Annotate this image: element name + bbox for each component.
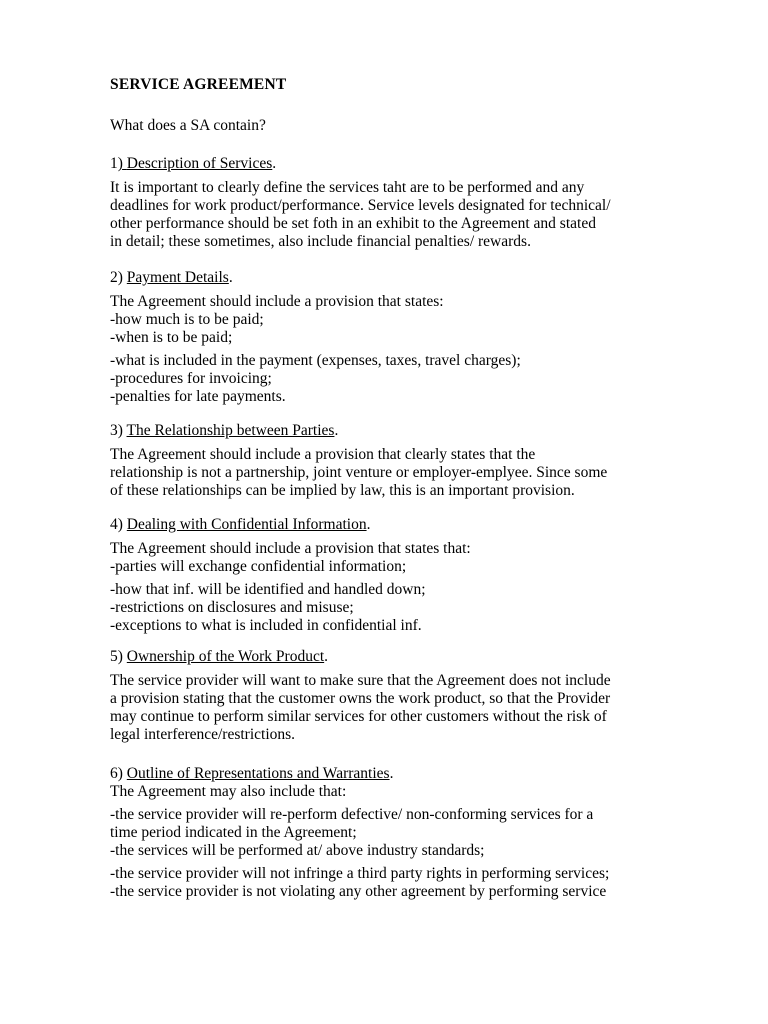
section-title: Outline of Representations and Warranties [126,765,390,782]
body-line: -procedures for invoicing; [110,370,272,387]
section-title: The Relationship between Parties [126,422,335,439]
section-body [110,179,710,251]
body-line: The Agreement should include a provision that clearly states that the [110,446,536,463]
section-number: 6) [110,765,123,782]
body-line: -when is to be paid; [110,329,233,346]
body-line: -parties will exchange confidential information; [110,558,407,575]
section-confidential-information [110,516,710,635]
section-heading: 6) Outline of Representations and Warranties. [110,765,394,782]
section-number: 1 [110,155,118,172]
document-title: SERVICE AGREEMENT [110,76,287,93]
body-line: The Agreement should include a provision that states that: [110,540,471,557]
body-line: -the service provider will not infringe a third party rights in performing services; [110,865,610,882]
body-line: -what is included in the payment (expenses, taxes, travel charges); [110,352,521,369]
section-body [110,672,710,744]
section-ownership-of-work-product [110,648,710,744]
section-body [110,783,710,901]
section-number: 2) [110,269,123,286]
section-heading: 5) Ownership of the Work Product. [110,648,329,665]
body-line: -how that inf. will be identified and handled down; [110,581,426,598]
section-heading: 4) Dealing with Confidential Information. [110,516,371,533]
section-heading: 2) Payment Details. [110,269,233,286]
section-number: 3) [110,422,123,439]
body-line: relationship is not a partnership, joint venture or employer-emplyee. Since some [110,464,608,481]
body-line: time period indicated in the Agreement; [110,824,357,841]
section-title: Ownership of the Work Product [126,648,325,665]
body-line: of these relationships can be implied by law, this is an important provision. [110,482,575,499]
body-line: other performance should be set foth in an exhibit to the Agreement and stated [110,215,596,232]
section-number: 5) [110,648,123,665]
body-line: It is important to clearly define the services taht are to be performed and any [110,179,585,196]
body-line: -how much is to be paid; [110,311,264,328]
body-line: The Agreement should include a provision that states: [110,293,444,310]
section-payment-details [110,269,710,406]
section-relationship-between-parties [110,422,710,500]
section-body [110,293,710,406]
body-line: legal interference/restrictions. [110,726,296,743]
section-number: 4) [110,516,123,533]
section-heading: 3) The Relationship between Parties. [110,422,339,439]
section-title: Dealing with Confidential Information [126,516,367,533]
body-line: -the services will be performed at/ above industry standards; [110,842,485,859]
body-line: -the service provider is not violating any other agreement by performing service [110,883,607,900]
section-title: ) Description of Services [117,155,273,172]
section-body [110,540,710,635]
intro-question: What does a SA contain? [110,117,266,134]
section-title: Payment Details [126,269,229,286]
body-line: The service provider will want to make sure that the Agreement does not include [110,672,611,689]
body-line: -exceptions to what is included in confidential inf. [110,617,422,634]
body-line: -penalties for late payments. [110,388,286,405]
body-line: The Agreement may also include that: [110,783,347,800]
section-body [110,446,710,500]
body-line: a provision stating that the customer owns the work product, so that the Provider [110,690,611,707]
body-line: -restrictions on disclosures and misuse; [110,599,354,616]
body-line: -the service provider will re-perform defective/ non-conforming services for a [110,806,594,823]
section-description-of-services [110,155,710,251]
body-line: may continue to perform similar services for other customers without the risk of [110,708,607,725]
body-line: deadlines for work product/performance. Service levels designated for technical/ [110,197,611,214]
section-heading: 1) Description of Services. [110,155,277,172]
section-representations-and-warranties [110,765,710,901]
body-line: in detail; these sometimes, also include financial penalties/ rewards. [110,233,531,250]
